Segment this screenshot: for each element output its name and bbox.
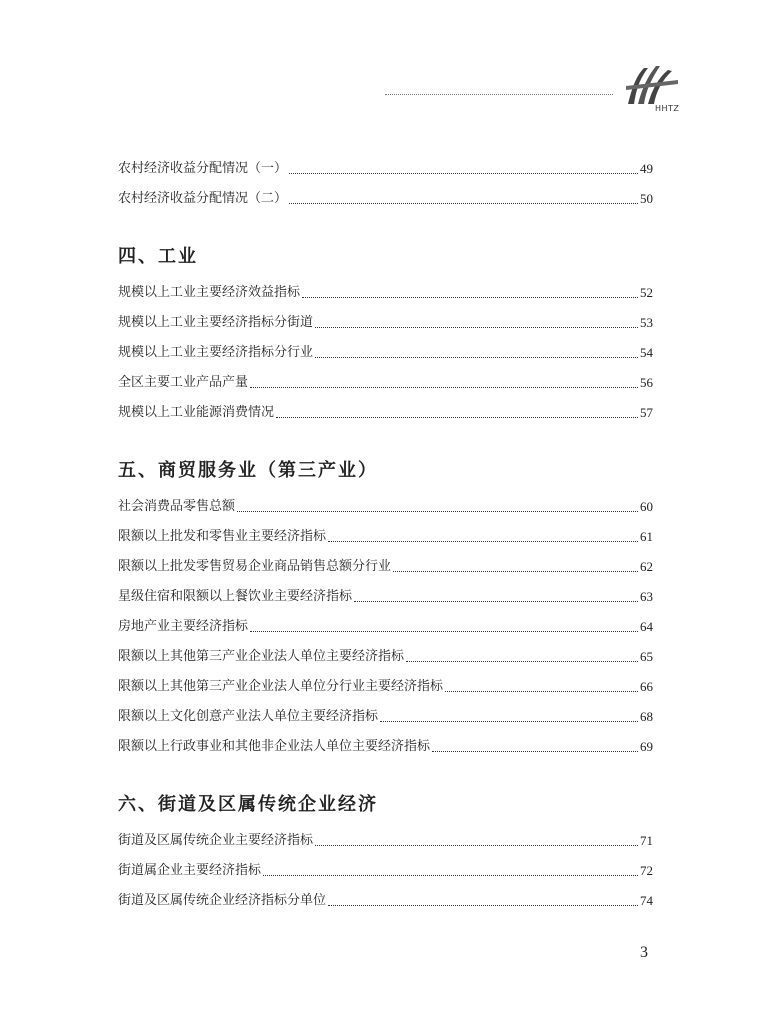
page-header bbox=[0, 0, 768, 120]
logo-mark-icon bbox=[622, 58, 682, 108]
toc-entry-title: 规模以上工业主要经济指标分街道 bbox=[118, 315, 314, 330]
toc-entry[interactable] bbox=[118, 702, 653, 732]
toc-entry[interactable] bbox=[118, 338, 653, 368]
toc-leader-dots bbox=[406, 660, 638, 662]
toc-leader-dots bbox=[302, 296, 638, 298]
toc-entry[interactable] bbox=[118, 184, 653, 214]
toc-entry-page: 52 bbox=[640, 285, 653, 300]
section-heading: 六、街道及区属传统企业经济 bbox=[118, 794, 378, 815]
toc-leader-dots bbox=[315, 844, 638, 846]
toc-entry[interactable] bbox=[118, 642, 653, 672]
toc-leader-dots bbox=[328, 904, 638, 906]
toc-entry[interactable] bbox=[118, 278, 653, 308]
toc-entry-title: 街道属企业主要经济指标 bbox=[118, 863, 262, 878]
toc-entry-title: 街道及区属传统企业主要经济指标 bbox=[118, 833, 314, 848]
toc-leader-dots bbox=[354, 600, 638, 602]
toc-entry-page: 61 bbox=[640, 529, 653, 544]
toc-section-tertiary bbox=[118, 458, 653, 762]
toc-leader-dots bbox=[250, 630, 638, 632]
toc-entry[interactable] bbox=[118, 582, 653, 612]
toc-entry[interactable] bbox=[118, 886, 653, 916]
toc-entry[interactable] bbox=[118, 672, 653, 702]
toc-entry-title: 限额以上批发零售贸易企业商品销售总额分行业 bbox=[118, 559, 392, 574]
toc-section-industry bbox=[118, 244, 653, 428]
toc-leader-dots bbox=[445, 690, 638, 692]
toc-leader-dots bbox=[315, 356, 638, 358]
toc-entry-title: 限额以上批发和零售业主要经济指标 bbox=[118, 529, 327, 544]
toc-entry-page: 63 bbox=[640, 589, 653, 604]
toc-entry-page: 57 bbox=[640, 405, 653, 420]
toc-entry[interactable] bbox=[118, 856, 653, 886]
toc-entry-title: 规模以上工业能源消费情况 bbox=[118, 405, 275, 420]
toc-entry-page: 56 bbox=[640, 375, 653, 390]
toc-leader-dots bbox=[380, 720, 638, 722]
toc-entry-title: 星级住宿和限额以上餐饮业主要经济指标 bbox=[118, 589, 353, 604]
toc-entry-page: 64 bbox=[640, 619, 653, 634]
header-dotted-rule bbox=[385, 94, 613, 95]
toc-section-subdistrict bbox=[118, 792, 653, 916]
toc-entry-page: 60 bbox=[640, 499, 653, 514]
toc-entry[interactable] bbox=[118, 552, 653, 582]
toc-entry-title: 农村经济收益分配情况（二） bbox=[118, 191, 288, 206]
toc-entry-page: 68 bbox=[640, 709, 653, 724]
toc-leader-dots bbox=[250, 386, 638, 388]
toc-entry-title: 农村经济收益分配情况（一） bbox=[118, 161, 288, 176]
toc-entry-title: 限额以上其他第三产业企业法人单位分行业主要经济指标 bbox=[118, 679, 444, 694]
toc-entry-page: 65 bbox=[640, 649, 653, 664]
table-of-contents bbox=[118, 154, 653, 916]
toc-leader-dots bbox=[393, 570, 638, 572]
logo-text: HHTZ bbox=[655, 104, 680, 113]
toc-entry-title: 街道及区属传统企业经济指标分单位 bbox=[118, 893, 327, 908]
toc-leader-dots bbox=[289, 202, 638, 204]
toc-entry[interactable] bbox=[118, 826, 653, 856]
section-heading: 五、商贸服务业（第三产业） bbox=[118, 460, 378, 481]
toc-entry-title: 规模以上工业主要经济指标分行业 bbox=[118, 345, 314, 360]
toc-entry-title: 规模以上工业主要经济效益指标 bbox=[118, 285, 301, 300]
toc-leader-dots bbox=[263, 874, 638, 876]
toc-entry[interactable] bbox=[118, 522, 653, 552]
toc-leader-dots bbox=[276, 416, 638, 418]
toc-entry-page: 72 bbox=[640, 863, 653, 878]
toc-entry-page: 53 bbox=[640, 315, 653, 330]
toc-entry[interactable] bbox=[118, 732, 653, 762]
toc-leader-dots bbox=[237, 510, 638, 512]
toc-entry-title: 房地产业主要经济指标 bbox=[118, 619, 249, 634]
toc-entry-title: 社会消费品零售总额 bbox=[118, 499, 236, 514]
toc-entry[interactable] bbox=[118, 154, 653, 184]
toc-entry-title: 限额以上文化创意产业法人单位主要经济指标 bbox=[118, 709, 379, 724]
page-number: 3 bbox=[640, 944, 648, 961]
toc-entry-title: 限额以上行政事业和其他非企业法人单位主要经济指标 bbox=[118, 739, 431, 754]
toc-entry-page: 54 bbox=[640, 345, 653, 360]
toc-entry-page: 62 bbox=[640, 559, 653, 574]
toc-entry-page: 66 bbox=[640, 679, 653, 694]
toc-entry-page: 49 bbox=[640, 161, 653, 176]
toc-entry-title: 全区主要工业产品产量 bbox=[118, 375, 249, 390]
toc-entry[interactable] bbox=[118, 398, 653, 428]
toc-entry-page: 74 bbox=[640, 893, 653, 908]
toc-leader-dots bbox=[315, 326, 638, 328]
toc-leader-dots bbox=[328, 540, 638, 542]
toc-entry-page: 50 bbox=[640, 191, 653, 206]
toc-entry-title: 限额以上其他第三产业企业法人单位主要经济指标 bbox=[118, 649, 405, 664]
toc-entry[interactable] bbox=[118, 368, 653, 398]
toc-entry[interactable] bbox=[118, 308, 653, 338]
toc-section-rural bbox=[118, 154, 653, 214]
toc-leader-dots bbox=[432, 750, 638, 752]
toc-entry[interactable] bbox=[118, 612, 653, 642]
section-heading: 四、工业 bbox=[118, 246, 198, 267]
toc-entry-page: 69 bbox=[640, 739, 653, 754]
toc-entry-page: 71 bbox=[640, 833, 653, 848]
toc-entry[interactable] bbox=[118, 492, 653, 522]
toc-leader-dots bbox=[289, 172, 638, 174]
